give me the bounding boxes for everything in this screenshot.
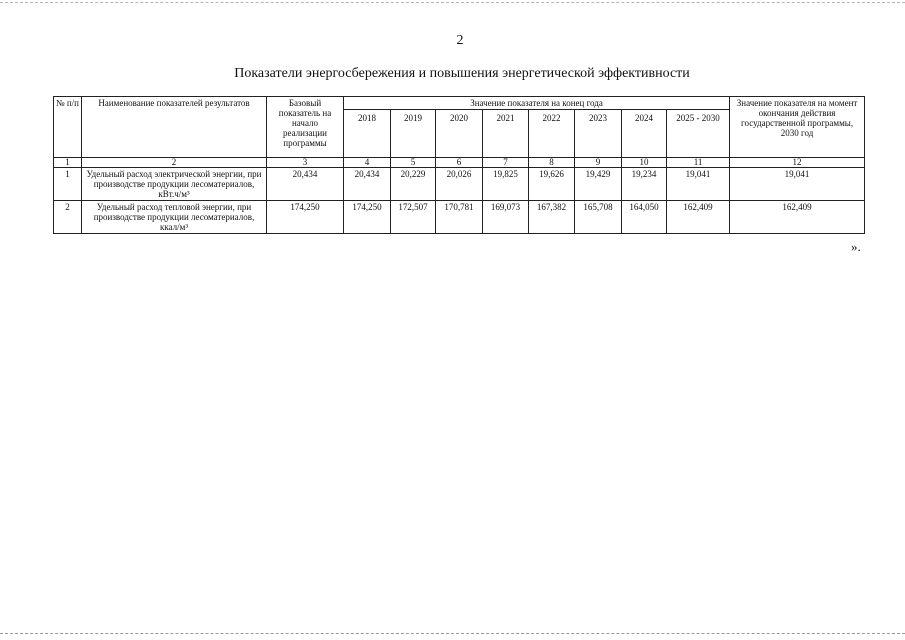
indicator-name: Удельный расход электрической энергии, при производстве продукции лесоматериалов, кВт.ч/м³ xyxy=(82,168,267,201)
year-value: 20,229 xyxy=(391,168,436,201)
header-name: Наименование показателей результатов xyxy=(82,97,267,158)
column-number: 9 xyxy=(575,158,622,168)
year-value: 169,073 xyxy=(483,201,529,234)
column-number-row xyxy=(54,158,865,168)
column-number: 2 xyxy=(82,158,267,168)
page-number: 2 xyxy=(456,33,464,48)
header-year: 2019 xyxy=(391,110,436,158)
column-number: 5 xyxy=(391,158,436,168)
base-value: 20,434 xyxy=(267,168,344,201)
column-number: 8 xyxy=(529,158,575,168)
final-value: 162,409 xyxy=(730,201,865,234)
header-year-group: Значение показателя на конец года xyxy=(344,97,730,110)
year-value: 20,434 xyxy=(344,168,391,201)
year-value: 174,250 xyxy=(344,201,391,234)
year-value: 19,234 xyxy=(622,168,667,201)
top-scan-edge xyxy=(0,2,905,3)
year-value: 19,825 xyxy=(483,168,529,201)
row-number: 1 xyxy=(54,168,82,201)
year-value: 162,409 xyxy=(667,201,730,234)
year-value: 167,382 xyxy=(529,201,575,234)
year-value: 170,781 xyxy=(436,201,483,234)
header-row-top xyxy=(54,97,865,110)
column-number: 10 xyxy=(622,158,667,168)
year-value: 164,050 xyxy=(622,201,667,234)
closing-quote-mark: ». xyxy=(851,239,861,254)
header-year: 2025 - 2030 xyxy=(667,110,730,158)
column-number: 11 xyxy=(667,158,730,168)
column-number: 7 xyxy=(483,158,529,168)
table-row xyxy=(54,201,865,234)
year-value: 19,041 xyxy=(667,168,730,201)
row-number: 2 xyxy=(54,201,82,234)
final-value: 19,041 xyxy=(730,168,865,201)
bottom-scan-edge xyxy=(0,633,905,634)
indicators-table xyxy=(53,96,865,234)
column-number: 12 xyxy=(730,158,865,168)
indicator-name: Удельный расход тепловой энергии, при производстве продукции лесоматериалов, ккал/м³ xyxy=(82,201,267,234)
page-title: Показатели энергосбережения и повышения энергетической эффективности xyxy=(234,66,690,81)
header-year: 2024 xyxy=(622,110,667,158)
column-number: 4 xyxy=(344,158,391,168)
header-final: Значение показателя на момент окончания действия государственной программы, 2030 год xyxy=(730,97,865,158)
header-num: № п/п xyxy=(54,97,82,158)
year-value: 165,708 xyxy=(575,201,622,234)
header-year: 2022 xyxy=(529,110,575,158)
year-value: 19,626 xyxy=(529,168,575,201)
column-number: 3 xyxy=(267,158,344,168)
header-year: 2021 xyxy=(483,110,529,158)
column-number: 6 xyxy=(436,158,483,168)
header-year: 2023 xyxy=(575,110,622,158)
year-value: 172,507 xyxy=(391,201,436,234)
header-base: Базовый показатель на начало реализации программы xyxy=(267,97,344,158)
year-value: 20,026 xyxy=(436,168,483,201)
year-value: 19,429 xyxy=(575,168,622,201)
header-year: 2018 xyxy=(344,110,391,158)
base-value: 174,250 xyxy=(267,201,344,234)
header-year: 2020 xyxy=(436,110,483,158)
column-number: 1 xyxy=(54,158,82,168)
table-row xyxy=(54,168,865,201)
